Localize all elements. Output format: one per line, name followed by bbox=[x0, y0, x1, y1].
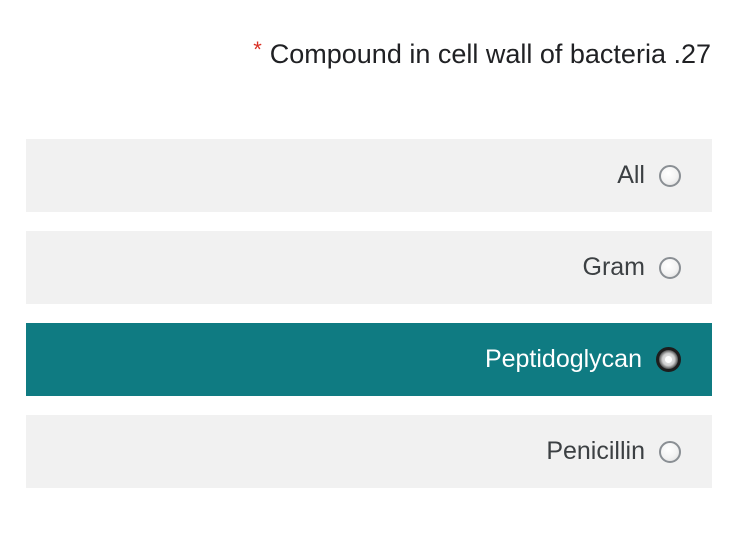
answer-options bbox=[26, 139, 712, 507]
option-label: Penicillin bbox=[546, 437, 645, 465]
question-title bbox=[253, 30, 711, 74]
radio-button-unchecked[interactable] bbox=[659, 441, 681, 463]
radio-button-unchecked[interactable] bbox=[659, 165, 681, 187]
option-peptidoglycan[interactable] bbox=[26, 323, 712, 396]
option-label: Gram bbox=[582, 253, 645, 281]
option-penicillin[interactable] bbox=[26, 415, 712, 488]
option-label: Peptidoglycan bbox=[484, 345, 642, 373]
option-gram[interactable] bbox=[26, 231, 712, 304]
question-text: Compound in cell wall of bacteria .27 bbox=[269, 39, 711, 69]
option-label: All bbox=[617, 161, 645, 189]
option-all[interactable] bbox=[26, 139, 712, 212]
radio-button-checked[interactable] bbox=[656, 347, 681, 372]
required-marker: * bbox=[253, 37, 262, 62]
radio-button-unchecked[interactable] bbox=[659, 257, 681, 279]
